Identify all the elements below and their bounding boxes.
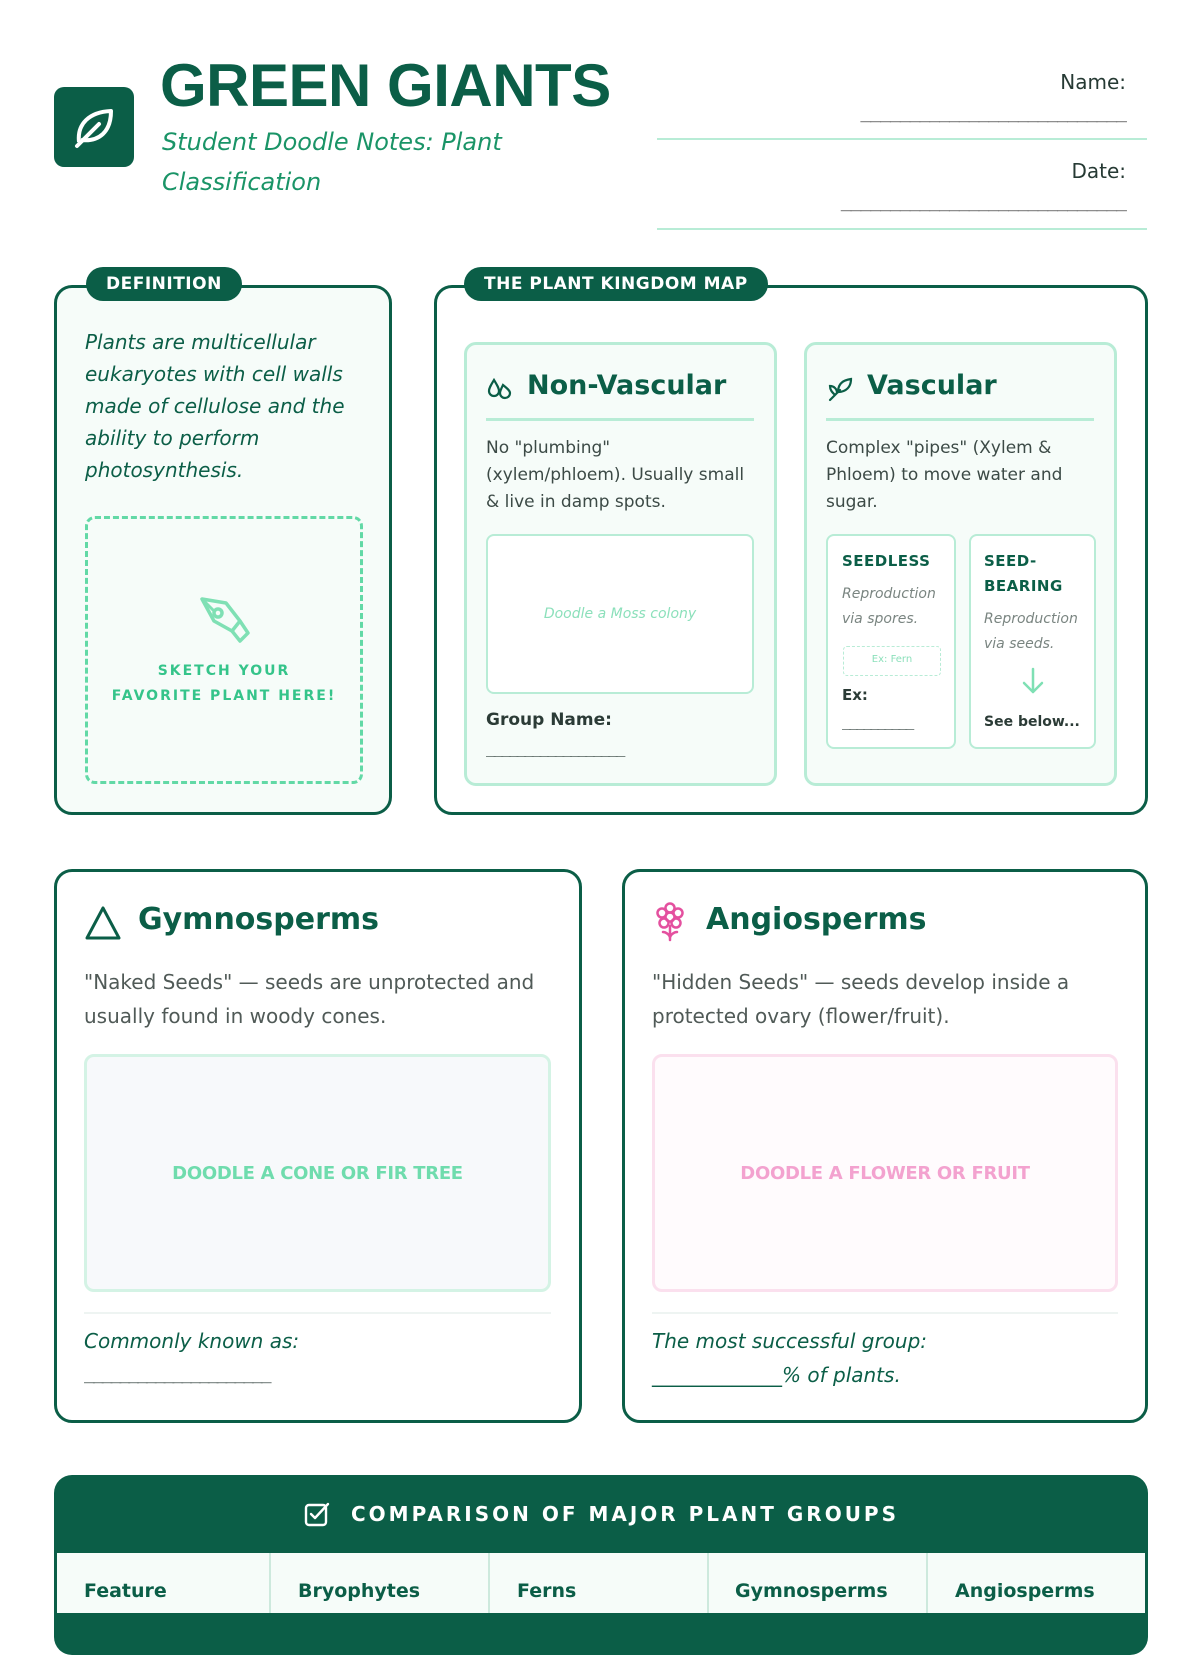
- sketch-prompt-line-2: FAVORITE PLANT HERE!: [111, 688, 337, 704]
- checkbox-icon: [303, 1500, 331, 1528]
- logo-badge: [54, 87, 134, 167]
- kingdom-map-tag: THE PLANT KINGDOM MAP: [464, 267, 768, 301]
- definition-text: Plants are multicellular eukaryotes with cell walls made of cellulose and the ability to perform photosynthesis.: [85, 330, 345, 482]
- vascular-desc: Complex "pipes" (Xylem & Phloem) to move water and sugar.: [826, 438, 1063, 512]
- angiosperms-prompt: The most successful group:: [652, 1329, 928, 1353]
- sketch-prompt: [112, 659, 336, 709]
- triangle-icon: [84, 905, 122, 941]
- flower-icon: [654, 902, 686, 942]
- name-field[interactable]: ___________________________: [860, 102, 1126, 123]
- flower-doodle-area[interactable]: DOODLE A FLOWER OR FRUIT: [652, 1054, 1118, 1292]
- gymnosperms-answer-field[interactable]: _____________________: [84, 1363, 270, 1384]
- column-header-bryophytes: Bryophytes: [298, 1580, 421, 1602]
- angiosperms-rule: [652, 1312, 1118, 1314]
- column-header-feature: Feature: [84, 1580, 167, 1602]
- group-name-label: Group Name:: [486, 710, 612, 730]
- non-vascular-desc: No "plumbing" (xylem/phloem). Usually small & live in damp spots.: [486, 438, 745, 512]
- non-vascular-rule: [486, 418, 754, 421]
- angiosperms-answer-field[interactable]: _____________% of plants.: [652, 1363, 901, 1387]
- angiosperms-desc: "Hidden Seeds" — seeds develop inside a protected ovary (flower/fruit).: [652, 970, 1070, 1028]
- page-subtitle: Student Doodle Notes: Plant Classification: [162, 128, 502, 196]
- seed-bearing-desc: Reproduction via seeds.: [984, 611, 1078, 652]
- moss-doodle-area[interactable]: Doodle a Moss colony: [486, 534, 754, 694]
- gymnosperms-desc: "Naked Seeds" — seeds are unprotected and usually found in woody cones.: [84, 970, 535, 1028]
- vascular-title: Vascular: [867, 370, 997, 401]
- leaf-icon: [69, 102, 119, 152]
- see-below-text: See below...: [984, 714, 1080, 730]
- seedless-title: SEEDLESS: [842, 552, 931, 570]
- column-divider: [926, 1553, 928, 1613]
- column-divider: [269, 1553, 271, 1613]
- date-field[interactable]: _____________________________: [840, 191, 1126, 212]
- pen-nib-icon: [196, 591, 252, 647]
- page-title: GREEN GIANTS: [160, 52, 611, 119]
- group-name-field[interactable]: __________________: [486, 738, 624, 757]
- name-divider: [657, 138, 1147, 140]
- seed-bearing-title: SEED-BEARING: [984, 552, 1063, 595]
- column-header-angiosperms: Angiosperms: [955, 1580, 1095, 1602]
- column-header-gymnosperms: Gymnosperms: [735, 1580, 888, 1602]
- seedless-example-box: Ex: Fern: [843, 646, 941, 676]
- definition-tag: DEFINITION: [86, 267, 242, 301]
- seedless-example-label: Ex:: [842, 686, 868, 704]
- seedless-example-field[interactable]: __________: [842, 712, 913, 730]
- gymnosperms-prompt: Commonly known as:: [84, 1329, 300, 1353]
- droplets-icon: [486, 376, 512, 402]
- angiosperms-title: Angiosperms: [706, 902, 927, 937]
- column-divider: [488, 1553, 490, 1613]
- gymnosperms-rule: [84, 1312, 551, 1314]
- column-divider: [707, 1553, 709, 1613]
- date-divider: [657, 228, 1147, 230]
- sprout-icon: [826, 376, 854, 404]
- comparison-title: COMPARISON OF MAJOR PLANT GROUPS: [351, 1502, 899, 1526]
- vascular-rule: [826, 418, 1094, 421]
- sketch-prompt-line-1: SKETCH YOUR: [157, 663, 291, 679]
- non-vascular-title: Non-Vascular: [527, 370, 727, 401]
- comparison-header: [54, 1475, 1148, 1553]
- column-header-ferns: Ferns: [517, 1580, 577, 1602]
- seedless-desc: Reproduction via spores.: [842, 586, 936, 627]
- sketch-area[interactable]: [85, 516, 363, 784]
- name-label: Name:: [1060, 70, 1126, 94]
- date-label: Date:: [1071, 159, 1126, 183]
- cone-doodle-area[interactable]: DOODLE A CONE OR FIR TREE: [84, 1054, 551, 1292]
- arrow-down-icon: [1018, 666, 1048, 696]
- gymnosperms-title: Gymnosperms: [138, 902, 379, 937]
